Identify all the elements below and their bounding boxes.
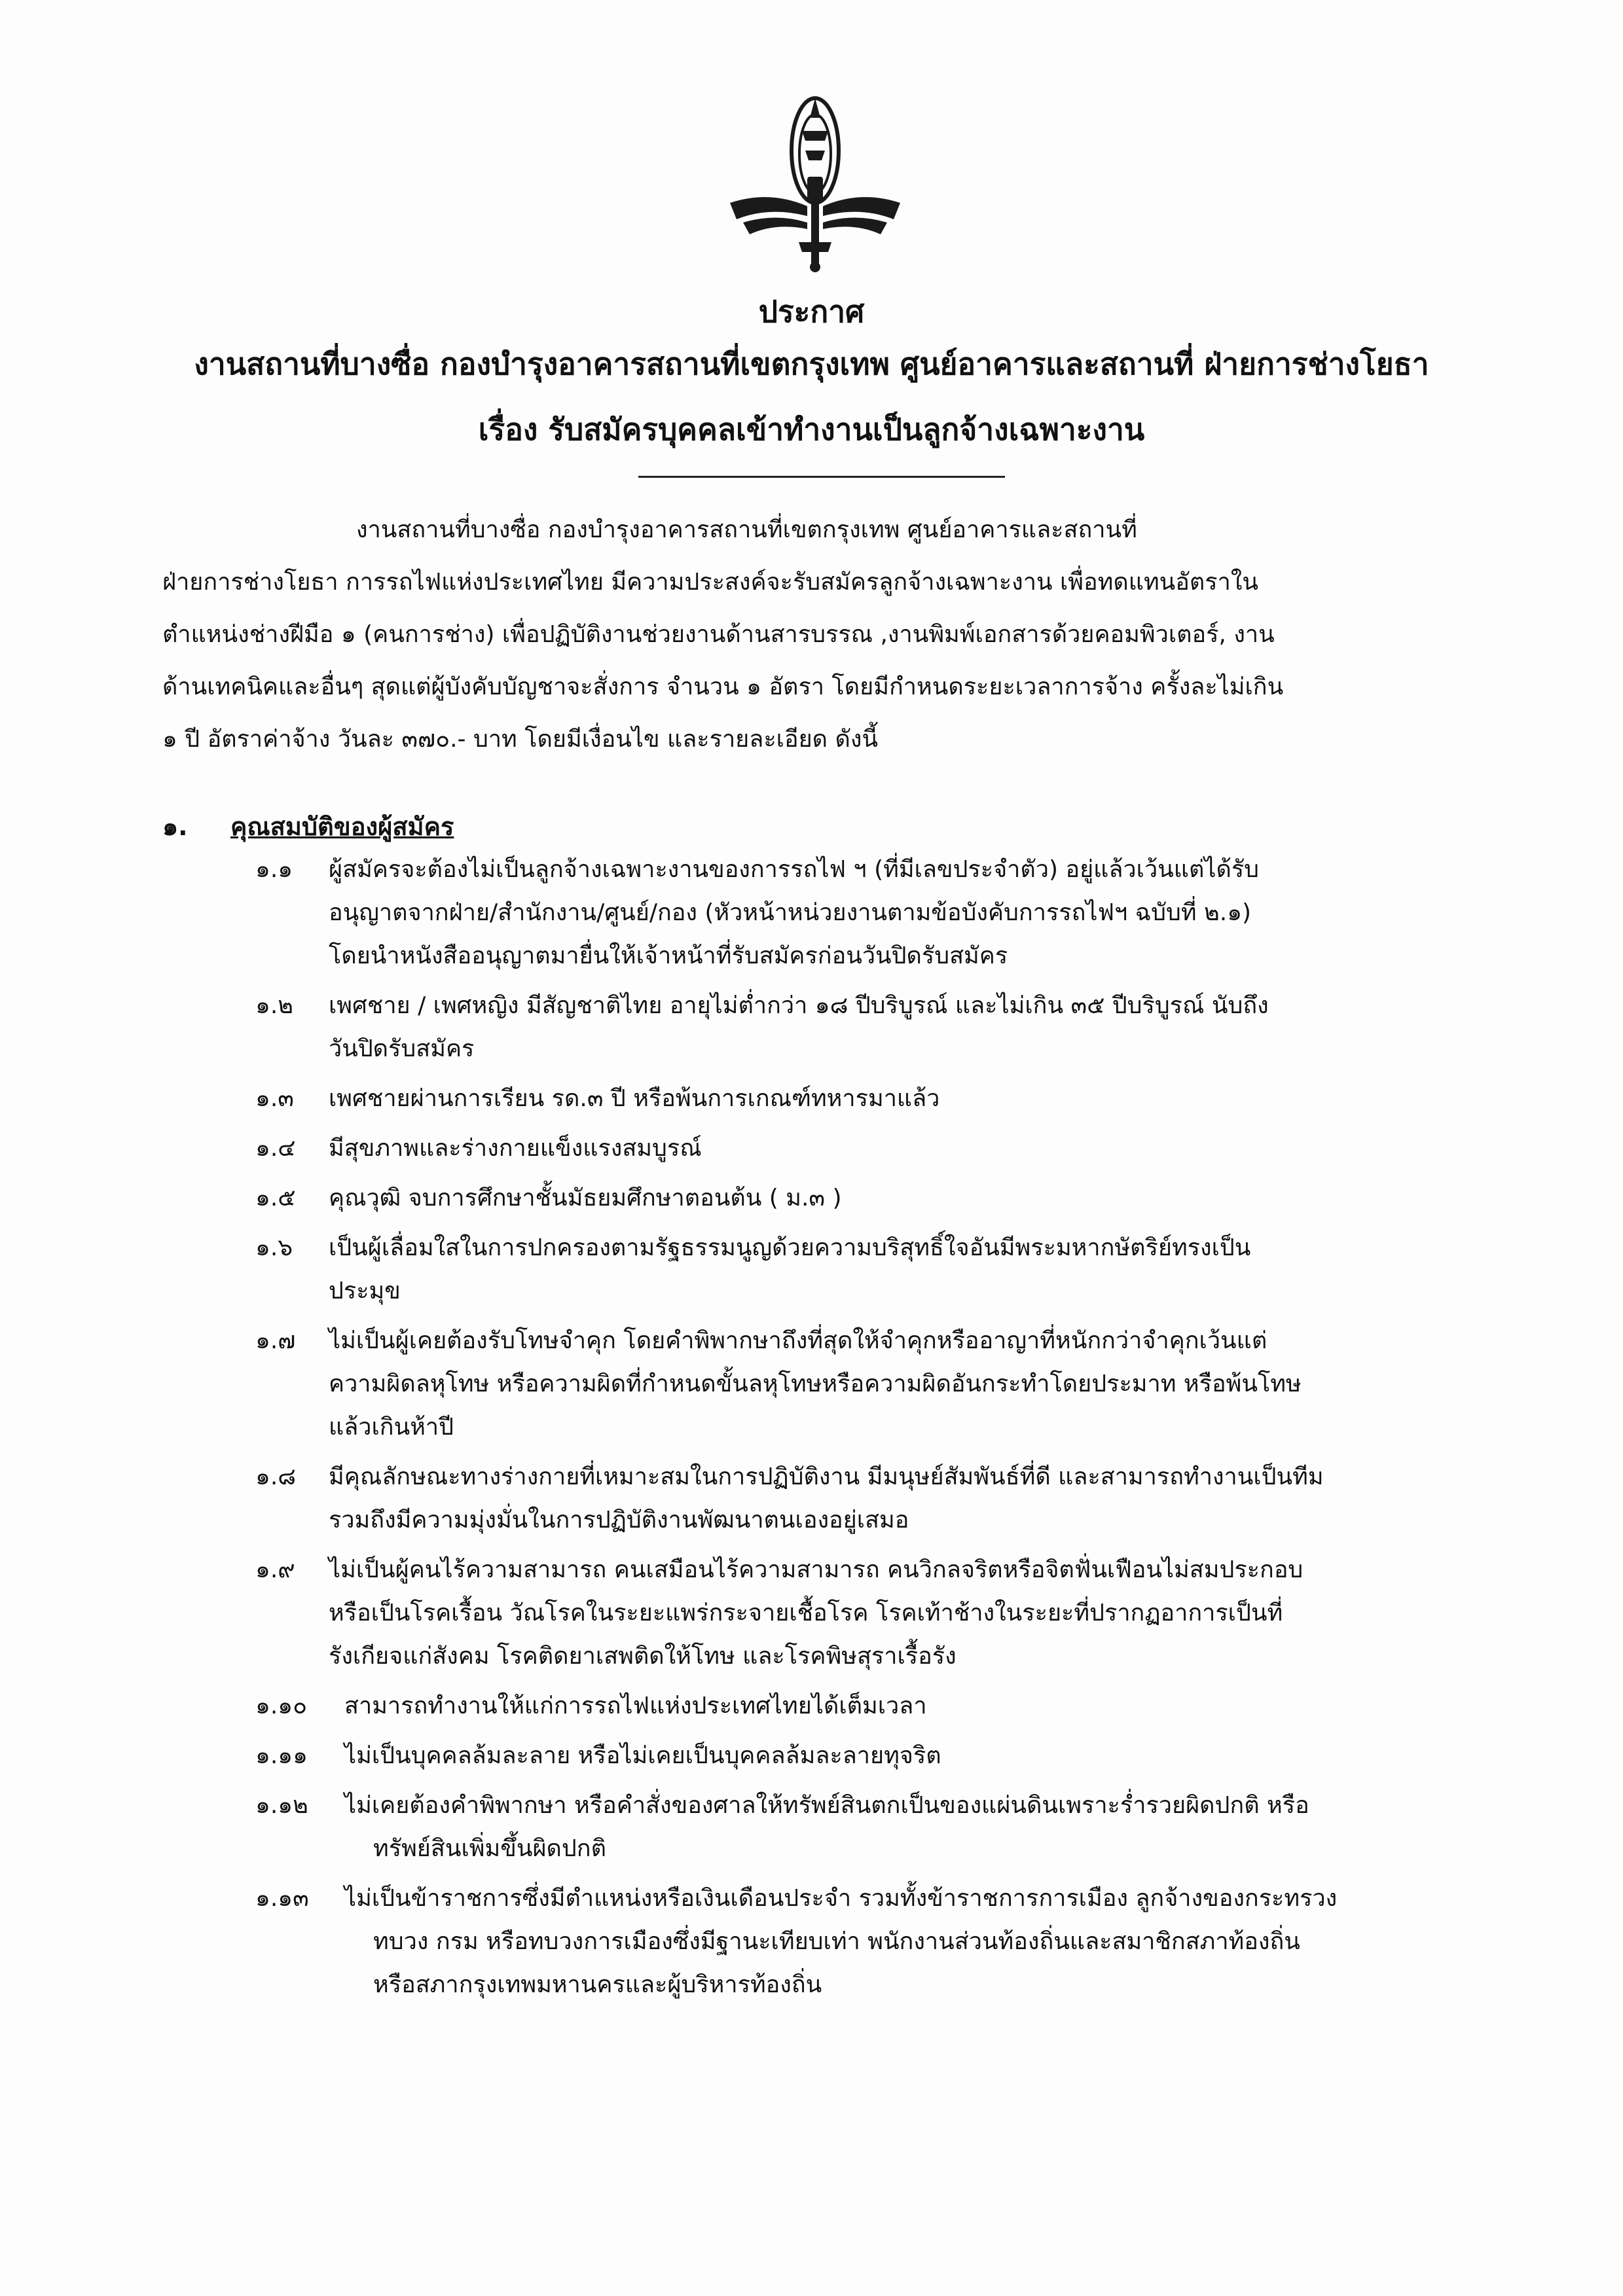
item-line: รังเกียจแก่สังคม โรคติดยาเสพติดให้โทษ และโรคพิษสุราเรื้อรัง [329, 1643, 957, 1670]
item-line: โดยนำหนังสืออนุญาตมายื่นให้เจ้าหน้าที่รับสมัครก่อนวันปิดรับสมัคร [329, 942, 1008, 969]
section-title: คุณสมบัติของผู้สมัคร [230, 812, 454, 841]
list-item [255, 1734, 1499, 1778]
item-number: ๑.๑๒ [255, 1792, 308, 1819]
item-number: ๑.๔ [255, 1135, 296, 1162]
item-number: ๑.๑ [255, 856, 293, 883]
item-line: มีสุขภาพและร่างกายแข็งแรงสมบูรณ์ [329, 1135, 702, 1162]
list-item [255, 1319, 1499, 1449]
list-item [255, 1127, 1499, 1170]
item-number: ๑.๒ [255, 992, 294, 1019]
list-item [255, 1227, 1499, 1313]
item-line: ไม่เป็นบุคคลล้มละลาย หรือไม่เคยเป็นบุคคลล้มละลายทุจริต [344, 1742, 941, 1769]
intro-line: งานสถานที่บางซื่อ กองบำรุงอาคารสถานที่เขตกรุงเทพ ศูนย์อาคารและสถานที่ [356, 516, 1137, 543]
list-item [255, 1877, 1499, 2007]
item-line: ประมุข [329, 1278, 401, 1304]
intro-line: ฝ่ายการช่างโยธา การรถไฟแห่งประเทศไทย มีความประสงค์จะรับสมัครลูกจ้างเฉพาะงาน เพื่อทดแทนอัตราใน [162, 569, 1259, 596]
announcement-title: ประกาศ [758, 294, 865, 329]
item-line: ไม่เป็นข้าราชการซึ่งมีตำแหน่งหรือเงินเดือนประจำ รวมทั้งข้าราชการการเมือง ลูกจ้างของกระทรวง [344, 1885, 1338, 1912]
item-line: ความผิดลหุโทษ หรือความผิดที่กำหนดขั้นลหุโทษหรือความผิดอันกระทำโดยประมาท หรือพ้นโทษ [329, 1371, 1302, 1397]
list-item [255, 1456, 1499, 1542]
item-line: แล้วเกินห้าปี [329, 1414, 454, 1441]
item-line: ทรัพย์สินเพิ่มขึ้นผิดปกติ [373, 1835, 606, 1862]
intro-line: ด้านเทคนิคและอื่นๆ สุดแต่ผู้บังคับบัญชาจะสั่งการ จำนวน ๑ อัตรา โดยมีกำหนดระยะเวลาการจ้าง ครั้งละไม่เกิน [162, 673, 1284, 700]
organization-line: งานสถานที่บางซื่อ กองบำรุงอาคารสถานที่เขตกรุงเทพ ศูนย์อาคารและสถานที่ ฝ่ายการช่างโยธา [194, 346, 1429, 382]
item-line: เพศชายผ่านการเรียน รด.๓ ปี หรือพ้นการเกณฑ์ทหารมาแล้ว [329, 1085, 940, 1112]
item-line: ไม่เป็นผู้คนไร้ความสามารถ คนเสมือนไร้ความสามารถ คนวิกลจริตหรือจิตฟั่นเฟือนไม่สมประกอบ [329, 1556, 1304, 1583]
intro-line: ตำแหน่งช่างฝีมือ ๑ (คนการช่าง) เพื่อปฏิบัติงานช่วยงานด้านสารบรรณ ,งานพิมพ์เอกสารด้วยคอมพิวเตอร์, งาน [162, 621, 1275, 648]
item-line: หรือสภากรุงเทพมหานครและผู้บริหารท้องถิ่น [373, 1971, 822, 1998]
item-number: ๑.๕ [255, 1185, 296, 1211]
list-item [255, 1177, 1499, 1220]
item-line: อนุญาตจากฝ่าย/สำนักงาน/ศูนย์/กอง (หัวหน้าหน่วยงานตามข้อบังคับการรถไฟฯ ฉบับที่ ๒.๑) [329, 899, 1252, 926]
intro-paragraph [162, 504, 1478, 766]
list-item [255, 1077, 1499, 1121]
item-line: ไม่เป็นผู้เคยต้องรับโทษจำคุก โดยคำพิพากษาถึงที่สุดให้จำคุกหรืออาญาที่หนักกว่าจำคุกเว้นแต่ [329, 1327, 1267, 1354]
qualification-list [255, 848, 1499, 2013]
list-item [255, 1784, 1499, 1871]
item-line: สามารถทำงานให้แก่การรถไฟแห่งประเทศไทยได้เต็มเวลา [344, 1693, 927, 1719]
item-line: ทบวง กรม หรือทบวงการเมืองซึ่งมีฐานะเทียบเท่า พนักงานส่วนท้องถิ่นและสมาชิกสภาท้องถิ่น [373, 1928, 1300, 1955]
item-number: ๑.๑๐ [255, 1693, 308, 1719]
item-number: ๑.๘ [255, 1463, 297, 1490]
item-line: หรือเป็นโรคเรื้อน วัณโรคในระยะแพร่กระจายเชื้อโรค โรคเท้าช้างในระยะที่ปรากฏอาการเป็นที่ [329, 1600, 1283, 1626]
list-item [255, 1549, 1499, 1678]
item-number: ๑.๙ [255, 1556, 295, 1583]
item-number: ๑.๓ [255, 1085, 294, 1112]
item-number: ๑.๗ [255, 1327, 296, 1354]
item-line: มีคุณลักษณะทางร่างกายที่เหมาะสมในการปฏิบัติงาน มีมนุษย์สัมพันธ์ที่ดี และสามารถทำงานเป็นทีม [329, 1463, 1324, 1490]
item-line: เพศชาย / เพศหญิง มีสัญชาติไทย อายุไม่ต่ำกว่า ๑๘ ปีบริบูรณ์ และไม่เกิน ๓๕ ปีบริบูรณ์ นับถึง [329, 992, 1269, 1019]
list-item [255, 848, 1499, 978]
item-line: ผู้สมัครจะต้องไม่เป็นลูกจ้างเฉพาะงานของการรถไฟ ฯ (ที่มีเลขประจำตัว) อยู่แล้วเว้นแต่ได้รับ [329, 856, 1260, 883]
item-number: ๑.๑๑ [255, 1742, 308, 1769]
list-item [255, 984, 1499, 1071]
item-number: ๑.๑๓ [255, 1885, 309, 1912]
item-line: วันปิดรับสมัคร [329, 1035, 475, 1062]
item-line: ไม่เคยต้องคำพิพากษา หรือคำสั่งของศาลให้ทรัพย์สินตกเป็นของแผ่นดินเพราะร่ำรวยผิดปกติ หรือ [344, 1792, 1309, 1819]
list-item [255, 1685, 1499, 1728]
item-number: ๑.๖ [255, 1234, 293, 1261]
intro-line: ๑ ปี อัตราค่าจ้าง วันละ ๓๗๐.- บาท โดยมีเงื่อนไข และรายละเอียด ดังนี้ [162, 726, 879, 753]
subject-line: เรื่อง รับสมัครบุคคลเข้าทำงานเป็นลูกจ้างเฉพาะงาน [478, 412, 1145, 447]
item-line: คุณวุฒิ จบการศึกษาชั้นมัธยมศึกษาตอนต้น ( ม.๓ ) [329, 1185, 842, 1211]
item-line: รวมถึงมีความมุ่งมั่นในการปฏิบัติงานพัฒนาตนเองอยู่เสมอ [329, 1507, 909, 1534]
state-railway-emblem [717, 92, 913, 275]
item-line: เป็นผู้เลื่อมใสในการปกครองตามรัฐธรรมนูญด้วยความบริสุทธิ์ใจอันมีพระมหากษัตริย์ทรงเป็น [329, 1234, 1251, 1261]
section-heading [162, 804, 454, 850]
title-divider [638, 476, 1005, 478]
section-number: ๑. [162, 812, 188, 841]
